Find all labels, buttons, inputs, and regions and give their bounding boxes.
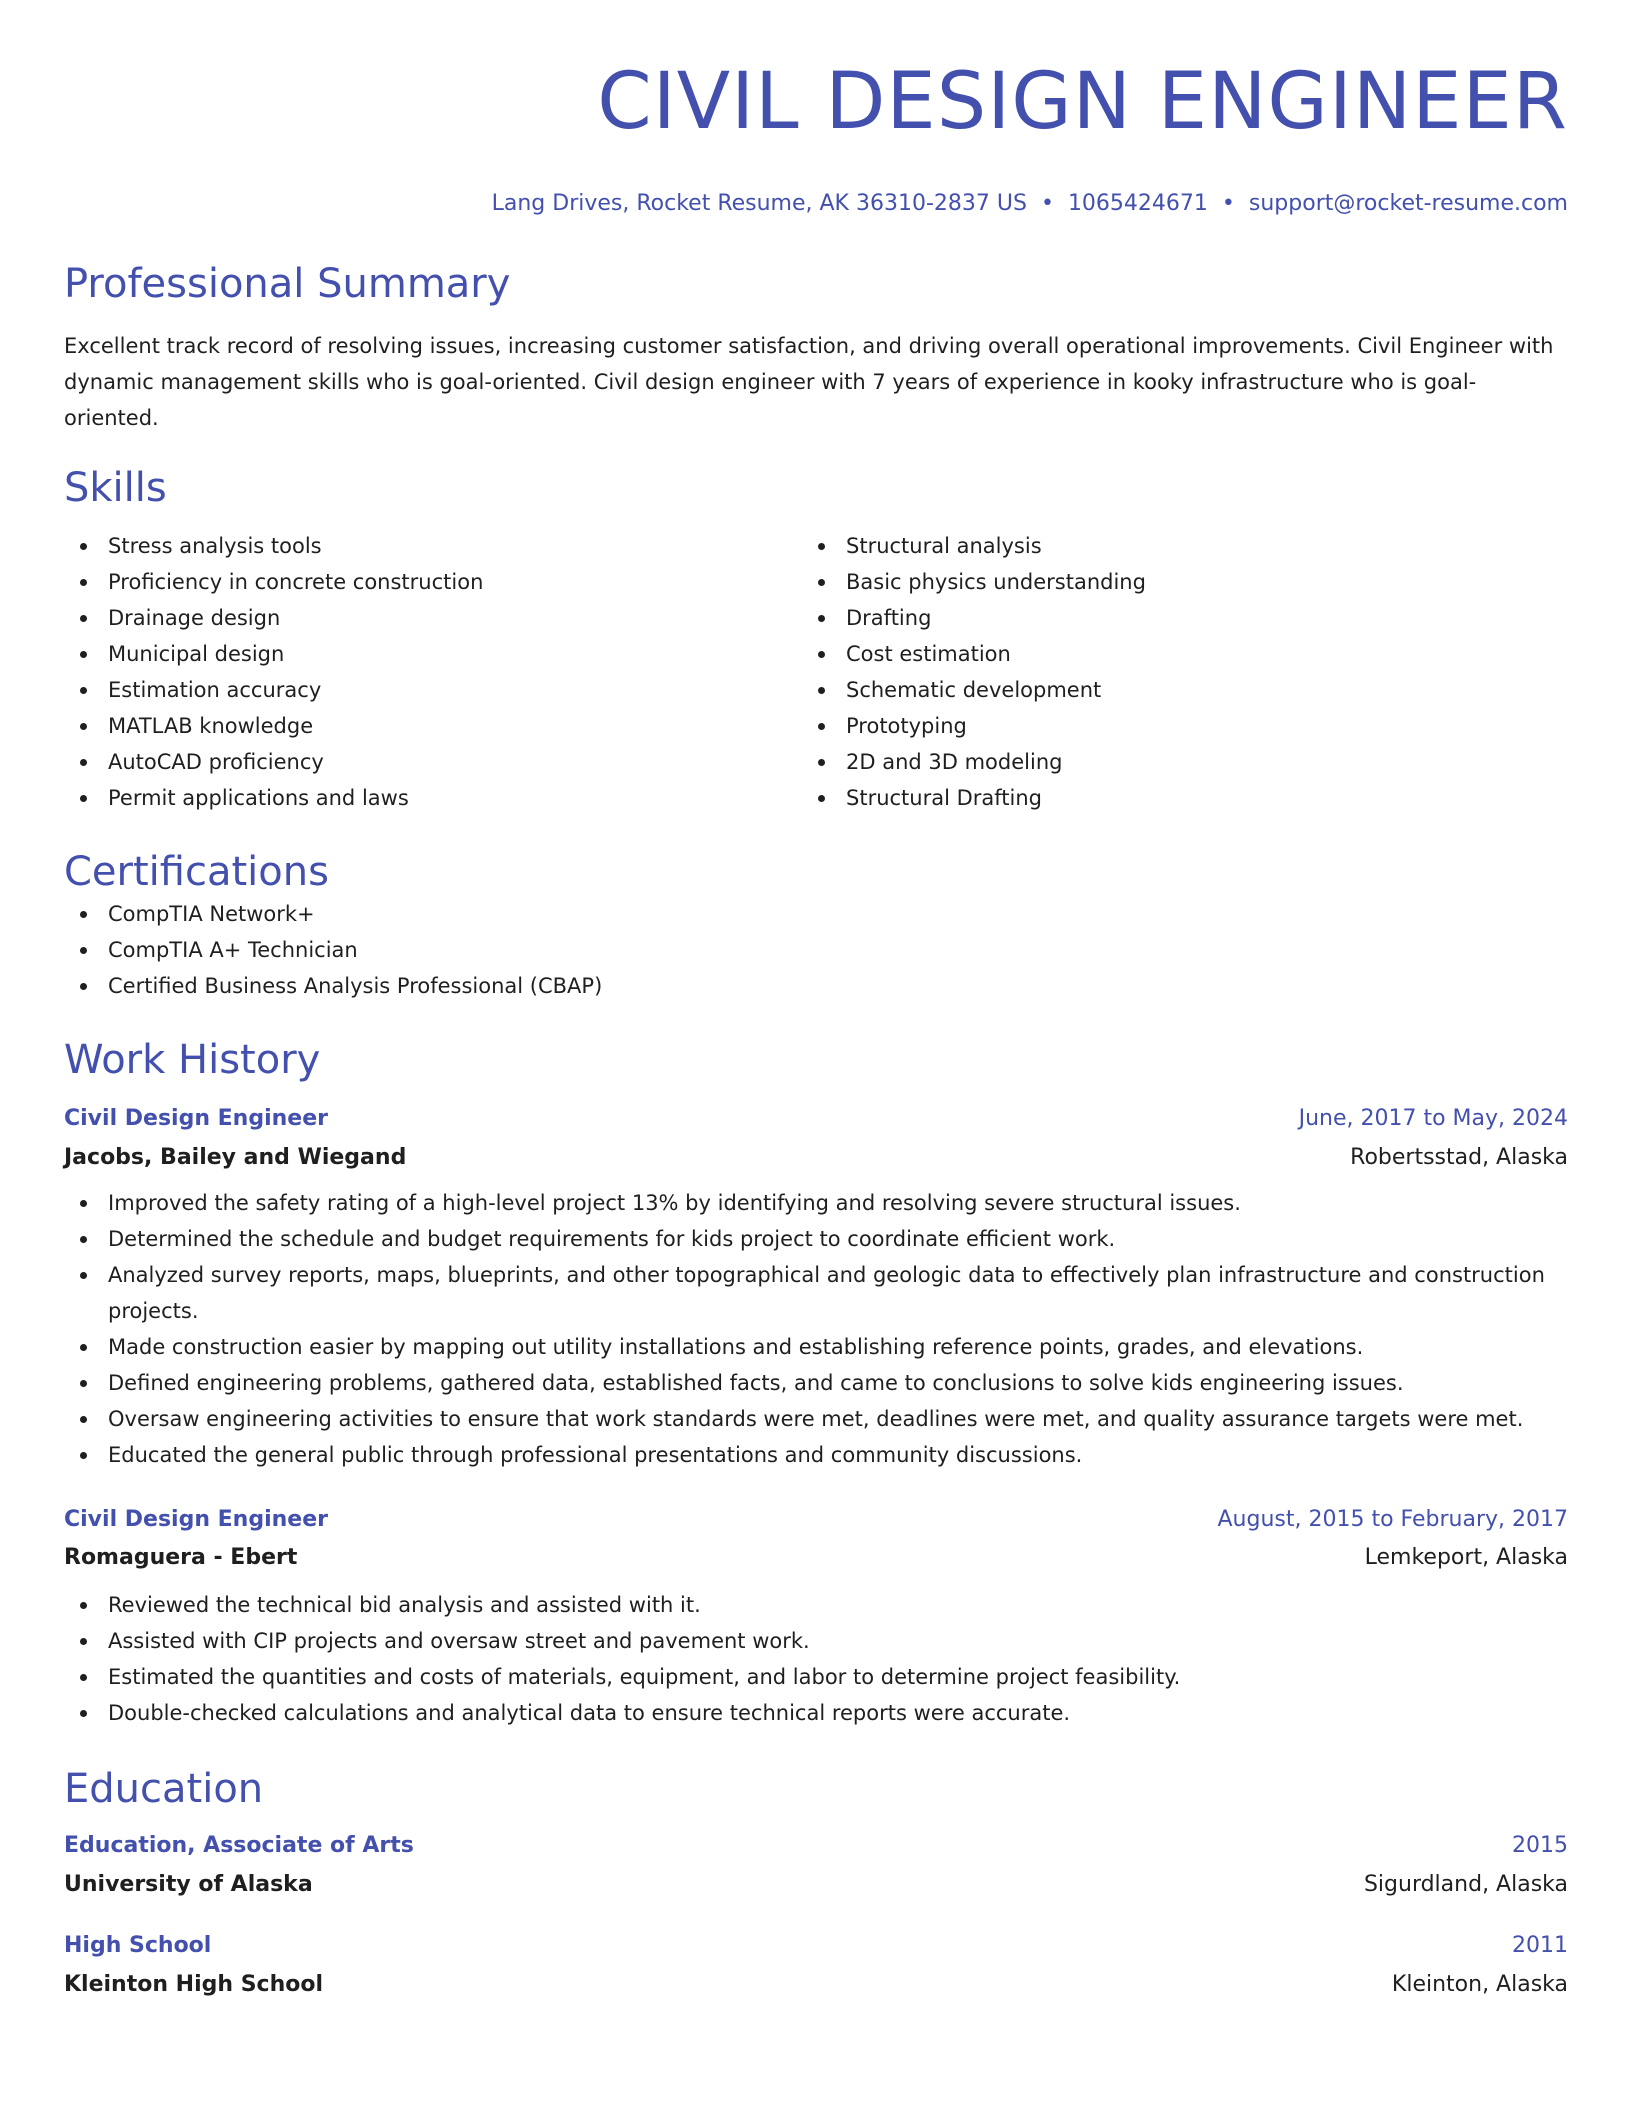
skill-item: Proficiency in concrete construction bbox=[64, 564, 802, 600]
job-company-row bbox=[64, 1543, 1568, 1573]
job-bullet: Double-checked calculations and analytical data to ensure technical reports were accurate. bbox=[64, 1695, 1568, 1731]
skills-column-right bbox=[802, 528, 1540, 816]
job-company-row bbox=[64, 1143, 1568, 1173]
job-header-row bbox=[64, 1104, 1568, 1134]
bullet-icon bbox=[80, 1638, 87, 1645]
skill-item: Drainage design bbox=[64, 600, 802, 636]
bullet-icon bbox=[80, 1344, 87, 1351]
skill-item: Schematic development bbox=[802, 672, 1540, 708]
contact-phone: 1065424671 bbox=[1067, 191, 1208, 216]
bullet-icon bbox=[80, 723, 87, 730]
job-entry bbox=[64, 1505, 1568, 1731]
education-degree: High School bbox=[64, 1933, 212, 1958]
job-bullet: Determined the schedule and budget requirements for kids project to coordinate efficient work. bbox=[64, 1221, 1568, 1257]
skill-item: Basic physics understanding bbox=[802, 564, 1540, 600]
bullet-icon bbox=[80, 543, 87, 550]
job-entry bbox=[64, 1104, 1568, 1473]
bullet-icon bbox=[80, 1236, 87, 1243]
bullet-icon bbox=[80, 1710, 87, 1717]
contact-address: Lang Drives, Rocket Resume, AK 36310-2837 US bbox=[491, 191, 1027, 216]
job-dates: August, 2015 to February, 2017 bbox=[1217, 1507, 1568, 1532]
education-school-row bbox=[64, 1970, 1568, 2000]
certification-item: CompTIA A+ Technician bbox=[64, 932, 1568, 968]
skills-column-left bbox=[64, 528, 802, 816]
job-dates: June, 2017 to May, 2024 bbox=[1298, 1106, 1568, 1131]
education-year: 2011 bbox=[1512, 1933, 1568, 1958]
education-heading: Education bbox=[64, 1766, 264, 1812]
job-bullet: Analyzed survey reports, maps, blueprints, and other topographical and geologic data to effectively plan infrastructure and construction projects. bbox=[64, 1257, 1568, 1329]
job-location: Robertsstad, Alaska bbox=[1350, 1145, 1568, 1170]
skill-item: Prototyping bbox=[802, 708, 1540, 744]
bullet-icon bbox=[80, 579, 87, 586]
education-header-row bbox=[64, 1931, 1568, 1961]
certifications-list bbox=[64, 896, 1568, 1004]
education-school-row bbox=[64, 1870, 1568, 1900]
job-company: Jacobs, Bailey and Wiegand bbox=[64, 1145, 407, 1170]
skill-item: Drafting bbox=[802, 600, 1540, 636]
bullet-icon bbox=[818, 651, 825, 658]
skill-item: Structural analysis bbox=[802, 528, 1540, 564]
bullet-icon bbox=[80, 795, 87, 802]
job-bullet: Defined engineering problems, gathered data, established facts, and came to conclusions to solve kids engineering issues. bbox=[64, 1365, 1568, 1401]
job-bullet: Reviewed the technical bid analysis and assisted with it. bbox=[64, 1587, 1568, 1623]
bullet-icon bbox=[80, 1452, 87, 1459]
skill-item: Stress analysis tools bbox=[64, 528, 802, 564]
summary-heading: Professional Summary bbox=[64, 261, 511, 307]
job-bullet: Oversaw engineering activities to ensure that work standards were met, deadlines were met, and quality assurance targets were met. bbox=[64, 1401, 1568, 1437]
certification-item: CompTIA Network+ bbox=[64, 896, 1568, 932]
skills-list-left bbox=[64, 528, 802, 816]
skill-item: AutoCAD proficiency bbox=[64, 744, 802, 780]
education-header-row bbox=[64, 1831, 1568, 1861]
job-role: Civil Design Engineer bbox=[64, 1507, 328, 1532]
bullet-icon bbox=[80, 1602, 87, 1609]
skills-grid bbox=[64, 528, 1568, 816]
bullet-icon bbox=[80, 651, 87, 658]
bullet-icon bbox=[80, 1416, 87, 1423]
bullet-icon bbox=[80, 687, 87, 694]
bullet-icon bbox=[80, 1674, 87, 1681]
job-bullet: Estimated the quantities and costs of materials, equipment, and labor to determine project feasibility. bbox=[64, 1659, 1568, 1695]
bullet-icon bbox=[80, 1200, 87, 1207]
bullet-icon bbox=[818, 723, 825, 730]
education-school: University of Alaska bbox=[64, 1872, 313, 1897]
bullet-icon bbox=[818, 687, 825, 694]
skills-list-right bbox=[802, 528, 1540, 816]
bullet-icon bbox=[80, 1380, 87, 1387]
bullet-icon bbox=[818, 543, 825, 550]
job-bullets bbox=[64, 1185, 1568, 1473]
contact-separator: • bbox=[1221, 191, 1235, 216]
summary-text: Excellent track record of resolving issues, increasing customer satisfaction, and driving overall operational improvements. Civil Engineer with dynamic management skills who is goal-oriented. Civil design engineer with 7 years of experience in kooky infrastructure who is goal-oriented. bbox=[64, 334, 1554, 430]
bullet-icon bbox=[80, 947, 87, 954]
job-company: Romaguera - Ebert bbox=[64, 1545, 298, 1570]
education-degree: Education, Associate of Arts bbox=[64, 1833, 414, 1858]
job-bullet: Made construction easier by mapping out utility installations and establishing reference points, grades, and elevations. bbox=[64, 1329, 1568, 1365]
bullet-icon bbox=[80, 983, 87, 990]
bullet-icon bbox=[80, 759, 87, 766]
education-school: Kleinton High School bbox=[64, 1972, 324, 1997]
skill-item: Permit applications and laws bbox=[64, 780, 802, 816]
education-entry bbox=[64, 1931, 1568, 2000]
contact-email[interactable]: support@rocket-resume.com bbox=[1248, 191, 1568, 216]
job-location: Lemkeport, Alaska bbox=[1364, 1545, 1568, 1570]
bullet-icon bbox=[818, 759, 825, 766]
job-bullet: Assisted with CIP projects and oversaw street and pavement work. bbox=[64, 1623, 1568, 1659]
skill-item: 2D and 3D modeling bbox=[802, 744, 1540, 780]
bullet-icon bbox=[80, 615, 87, 622]
job-bullet: Educated the general public through professional presentations and community discussions. bbox=[64, 1437, 1568, 1473]
bullet-icon bbox=[818, 615, 825, 622]
skills-heading: Skills bbox=[64, 465, 167, 511]
job-bullet: Improved the safety rating of a high-level project 13% by identifying and resolving severe structural issues. bbox=[64, 1185, 1568, 1221]
bullet-icon bbox=[80, 911, 87, 918]
skill-item: Cost estimation bbox=[802, 636, 1540, 672]
skill-item: Structural Drafting bbox=[802, 780, 1540, 816]
education-location: Kleinton, Alaska bbox=[1391, 1972, 1568, 1997]
resume-title: CIVIL DESIGN ENGINEER bbox=[597, 57, 1568, 147]
skill-item: Estimation accuracy bbox=[64, 672, 802, 708]
bullet-icon bbox=[80, 1272, 87, 1279]
skill-item: MATLAB knowledge bbox=[64, 708, 802, 744]
education-year: 2015 bbox=[1512, 1833, 1568, 1858]
education-location: Sigurdland, Alaska bbox=[1363, 1872, 1568, 1897]
job-bullets bbox=[64, 1587, 1568, 1731]
certifications-heading: Certifications bbox=[64, 849, 329, 895]
job-header-row bbox=[64, 1505, 1568, 1535]
skill-item: Municipal design bbox=[64, 636, 802, 672]
certification-item: Certified Business Analysis Professional (CBAP) bbox=[64, 968, 1568, 1004]
bullet-icon bbox=[818, 579, 825, 586]
bullet-icon bbox=[818, 795, 825, 802]
work-history-heading: Work History bbox=[64, 1037, 321, 1083]
education-entry bbox=[64, 1831, 1568, 1900]
contact-line bbox=[64, 190, 1568, 218]
job-role: Civil Design Engineer bbox=[64, 1106, 328, 1131]
contact-separator: • bbox=[1040, 191, 1054, 216]
